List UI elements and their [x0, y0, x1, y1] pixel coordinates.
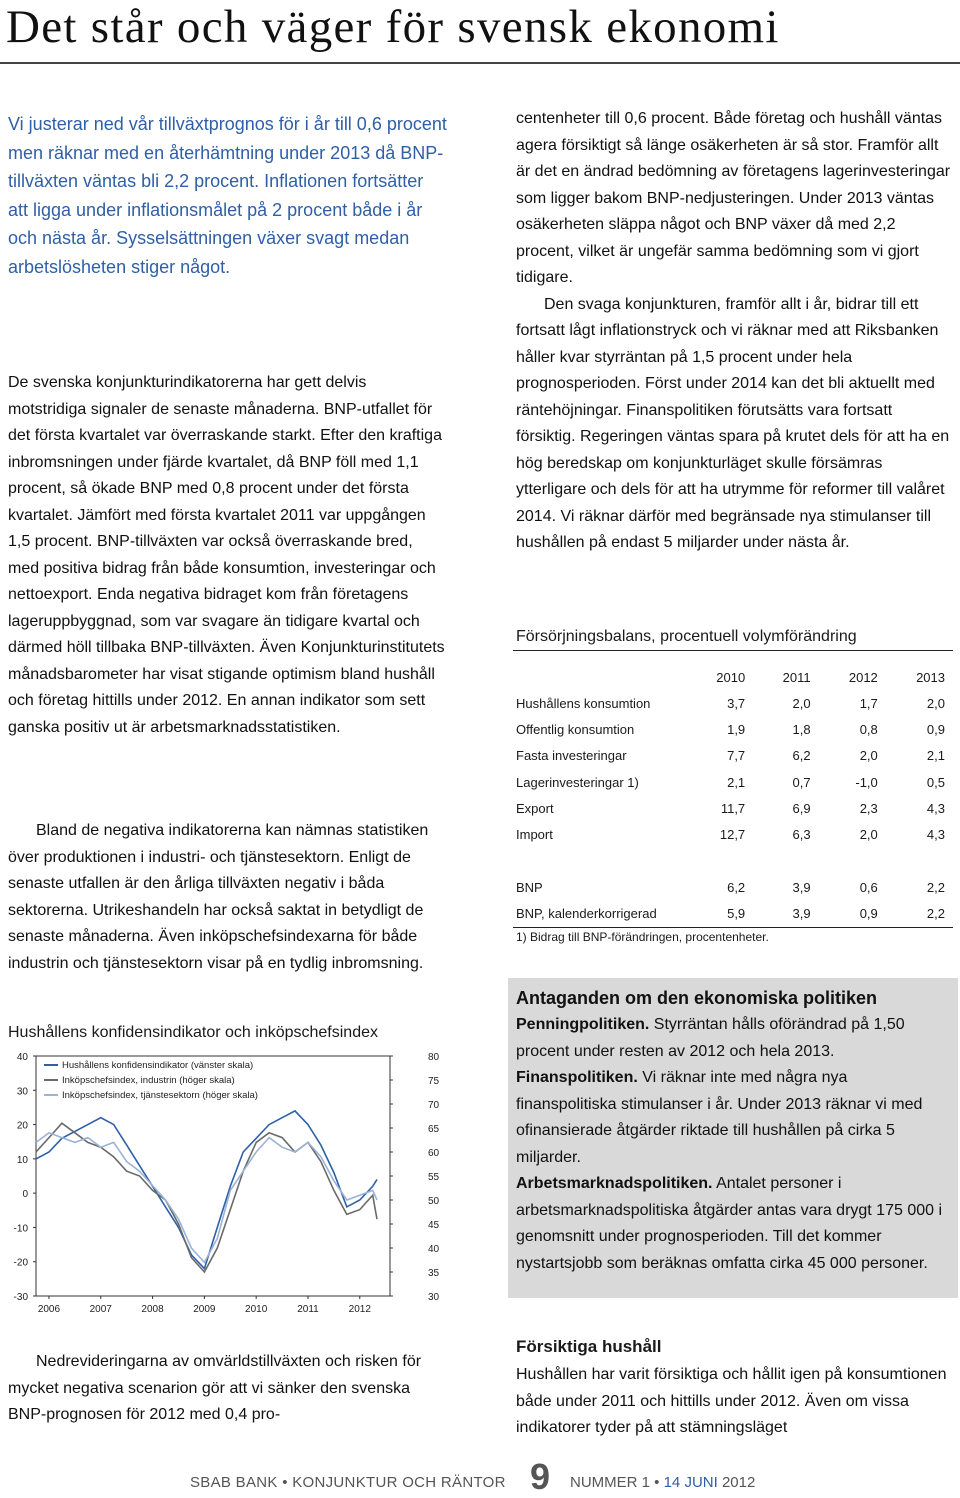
page-number: 9 — [530, 1456, 551, 1497]
page-title: Det står och väger för svensk ekonomi — [6, 1, 780, 53]
left-paragraph-3: Nedrevideringarna av omvärldstillväxten och risken för mycket negativa scenarion gör att vi sänker den svenska BNP-prognosen för 2012 med 0,4 pro- — [8, 1353, 422, 1423]
table-spacer-row — [513, 848, 953, 874]
table-header-cell: 2013 — [886, 651, 953, 691]
table-cell: 0,9 — [926, 721, 945, 737]
box-heading-monetary: Penningpolitiken. — [516, 1016, 650, 1033]
table-cell: -1,0 — [855, 774, 878, 790]
table-cell: 5,9 — [686, 900, 753, 927]
x-tick-label: 2010 — [245, 1304, 268, 1315]
legend-label: Inköpschefsindex, tjänstesektorn (höger skala) — [62, 1090, 258, 1101]
confidence-chart — [0, 1046, 460, 1322]
table-header-cell: 2012 — [819, 651, 886, 691]
table-cell: 2,3 — [859, 800, 878, 816]
left-column-body-2 — [8, 818, 448, 977]
box-body — [516, 1012, 950, 1277]
row-label: Offentlig konsumtion — [516, 721, 635, 737]
footer-issue-number: NUMMER 1 • — [570, 1474, 660, 1491]
y-left-tick-label: 10 — [16, 1154, 28, 1166]
box-heading-fiscal: Finanspolitiken. — [516, 1069, 638, 1086]
table-cell: 2,2 — [926, 879, 945, 895]
table-cell: 2,1 — [926, 748, 945, 764]
table-cell: 2,0 — [926, 695, 945, 711]
table-cell: 11,7 — [720, 800, 746, 816]
y-right-tick-label: 50 — [428, 1196, 440, 1207]
y-right-tick-label: 80 — [428, 1052, 440, 1063]
y-right-tick-label: 55 — [428, 1172, 440, 1183]
table-row — [513, 795, 953, 821]
box-text-monetary: Styrräntan hålls oförändrad på 1,50 procent under resten av 2012 och hela 2013. — [516, 1016, 905, 1060]
right-paragraph-2: Den svaga konjunkturen, framför allt i år, bidrar till ett fortsatt lågt inflationstryck och vi räknar med att Riksbanken håller kvar styrräntan på 1,5 procent under hela prognosperioden. Först under 2014 kan det bli aktuellt med räntehöjningar. Finanspolitiken förutsätts vara fortsatt försiktig. Regeringen väntas spara på krutet dels för att ha en hög beredskap om konjunkturläget skulle försämras ytterligare och dels för att ha utrymme för reformer till valåret 2014. Vi räknar därför med begränsade nya stimulanser till hushållen på endast 5 miljarder under nästa år. — [516, 295, 950, 551]
footer-publication: SBAB BANK • KONJUNKTUR OCH RÄNTOR — [190, 1474, 506, 1491]
chart-title: Hushållens konfidensindikator och inköpschefsindex — [8, 1024, 378, 1041]
table-header-row — [513, 651, 953, 691]
table-cell: 7,7 — [727, 748, 746, 764]
table-cell: 1,7 — [859, 695, 878, 711]
left-column-body-3 — [8, 1349, 448, 1429]
balance-table — [513, 650, 953, 928]
table-cell: 6,2 — [727, 879, 746, 895]
table-header-cell: 2011 — [753, 651, 818, 691]
table-cell: 0,5 — [926, 774, 945, 790]
y-right-tick-label: 70 — [428, 1100, 440, 1111]
table-cell: 3,9 — [753, 900, 818, 927]
table-row — [513, 900, 953, 927]
table-row — [513, 716, 953, 742]
left-column-body — [8, 370, 448, 741]
footer-issue — [570, 1474, 755, 1491]
legend-label: Inköpschefsindex, industrin (höger skala) — [62, 1075, 235, 1086]
series-line-3 — [36, 1133, 377, 1263]
table-cell: 3,9 — [792, 879, 811, 895]
y-right-tick-label: 65 — [428, 1124, 440, 1135]
y-right-tick-label: 60 — [428, 1148, 440, 1159]
row-label: Lagerinvesteringar 1) — [516, 774, 639, 790]
y-left-tick-label: -30 — [13, 1292, 28, 1303]
y-left-tick-label: 40 — [16, 1052, 28, 1063]
table-cell: 6,9 — [792, 800, 811, 816]
table-cell: 1,8 — [792, 721, 811, 737]
table-title: Försörjningsbalans, procentuell volymförändring — [516, 628, 857, 645]
series-line-1 — [36, 1111, 377, 1269]
table-cell: 4,3 — [926, 800, 945, 816]
table-footnote: 1) Bidrag till BNP-förändringen, procentenheter. — [516, 930, 769, 944]
box-heading-labour: Arbetsmarknadspolitiken. — [516, 1175, 713, 1192]
table-cell: 12,7 — [719, 827, 746, 843]
page-footer — [190, 1456, 790, 1497]
row-label: Export — [516, 800, 554, 816]
series-line-2 — [36, 1123, 377, 1272]
table-cell: 2,0 — [859, 748, 878, 764]
policy-assumptions-box — [508, 978, 958, 1298]
table-row — [513, 769, 953, 795]
row-label: BNP — [516, 879, 543, 895]
table-cell: 6,3 — [792, 827, 811, 843]
lead-paragraph: Vi justerar ned vår tillväxtprognos för i år till 0,6 procent men räknar med en återhämtning under 2013 då BNP-tillväxten väntas bli 2,2 procent. Inflationen fortsätter att ligga under inflationsmålet på 2 procent både i år och nästa år. Sysselsättningen växer svagt medan arbetslösheten stiger något. — [8, 114, 447, 277]
table-row — [513, 874, 953, 900]
table-cell: 0,6 — [859, 879, 878, 895]
table-row — [513, 821, 953, 847]
table-header-cell: 2010 — [686, 651, 753, 691]
table-cell: 2,0 — [792, 695, 811, 711]
table-cell: 1,9 — [727, 721, 746, 737]
legend-label: Hushållens konfidensindikator (vänster skala) — [62, 1060, 254, 1071]
row-label: Hushållens konsumtion — [516, 695, 651, 711]
footer-year: 2012 — [721, 1474, 756, 1491]
y-right-tick-label: 40 — [428, 1244, 440, 1255]
table-cell: 2,0 — [859, 827, 878, 843]
y-right-tick-label: 30 — [428, 1292, 440, 1303]
table-cell: 2,1 — [727, 774, 746, 790]
row-label: Import — [516, 827, 553, 843]
title-divider — [0, 62, 960, 64]
y-left-tick-label: 20 — [16, 1120, 28, 1132]
y-left-tick-label: -10 — [13, 1223, 28, 1235]
table-cell: 0,7 — [792, 774, 811, 790]
table-cell: 0,8 — [859, 721, 878, 737]
x-tick-label: 2012 — [348, 1304, 371, 1315]
box-text-fiscal: Vi räknar inte med några nya finanspolitiska stimulanser i år. Under 2013 räknar vi med ofinansierade åtgärder riktade till hushållen på cirka 5 miljarder. — [516, 1069, 923, 1166]
x-tick-label: 2007 — [89, 1304, 112, 1315]
table-cell: 4,3 — [926, 827, 945, 843]
y-right-tick-label: 45 — [428, 1220, 440, 1231]
table-row — [513, 690, 953, 716]
table-cell: 2,2 — [886, 900, 953, 927]
left-paragraph-1: De svenska konjunkturindikatorerna har gett delvis motstridiga signaler de senaste månaderna. BNP-utfallet för det första kvartalet var överraskande starkt. Efter den kraftiga inbromsningen under fjärde kvartalet, då BNP föll med 1,1 procent, så ökade BNP med 0,8 procent under det första kvartalet. Jämfört med första kvartalet 2011 var uppgången 1,5 procent. BNP-tillväxten var också överraskande bred, med positiva bidrag från både konsumtion, investeringar och nettoexport. Enda negativa bidraget kom från företagens lageruppbyggnad, som var svagare än tidigare kvartal och därmed höll tillbaka BNP-tillväxten. Även Konjunkturinstitutets månadsbarometer har visat stigande optimism bland hushåll och företag hittills under 2012. En annan indikator som sett ganska positiv ut är arbetsmarknadsstatistiken. — [8, 374, 445, 736]
table-header-blank — [513, 651, 686, 691]
table-cell: 0,9 — [819, 900, 886, 927]
footer-date: 14 JUNI — [663, 1474, 718, 1491]
x-tick-label: 2009 — [193, 1304, 216, 1315]
y-left-tick-label: 30 — [16, 1086, 28, 1098]
right-column-body — [516, 106, 956, 557]
box-text-labour: Antalet personer i arbetsmarknadspolitiska åtgärder antas vara drygt 175 000 i genomsnitt under prognosperioden. Till det kommer nystartsjobb som beräknas omfatta cirka 45 000 personer. — [516, 1175, 943, 1272]
table-cell: 6,2 — [792, 748, 811, 764]
x-tick-label: 2008 — [141, 1304, 164, 1315]
left-paragraph-2: Bland de negativa indikatorerna kan nämnas statistiken över produktionen i industri- och tjänstesektorn. Enligt de senaste utfallen är den årliga tillväxten negativ i båda sektorerna. Utrikeshandeln har också saktat in betydligt de senaste månaderna. Även inköpschefsindexarna för både industrin och tjänstesektorn visar på en tydlig inbromsning. — [8, 822, 429, 972]
table-cell: 3,7 — [727, 695, 746, 711]
y-left-tick-label: -20 — [13, 1257, 28, 1269]
section-body: Hushållen har varit försiktiga och hållit igen på konsumtionen både under 2011 och hittills under 2012. Även om vissa indikatorer tyder på att stämningsläget — [516, 1366, 947, 1436]
section-heading: Försiktiga hushåll — [516, 1337, 662, 1356]
row-label: BNP, kalenderkorrigerad — [513, 900, 686, 927]
y-right-tick-label: 35 — [428, 1268, 440, 1279]
right-paragraph-1: centenheter till 0,6 procent. Både företag och hushåll väntas agera försiktigt så länge osäkerheten är så stor. Framför allt är det en ändrad bedömning av företagens lagerinvesteringar som ligger bakom BNP-nedjusteringen. Under 2013 väntas osäkerheten släppa något och BNP växer då med 2,2 procent, vilket är ungefär samma bedömning som vi gjort tidigare. — [516, 110, 951, 286]
x-tick-label: 2006 — [37, 1304, 61, 1315]
y-left-tick-label: 0 — [22, 1189, 28, 1201]
table-row — [513, 743, 953, 769]
box-title: Antaganden om den ekonomiska politiken — [516, 988, 878, 1008]
row-label: Fasta investeringar — [516, 748, 627, 764]
y-right-tick-label: 75 — [428, 1076, 440, 1087]
x-tick-label: 2011 — [297, 1304, 319, 1315]
